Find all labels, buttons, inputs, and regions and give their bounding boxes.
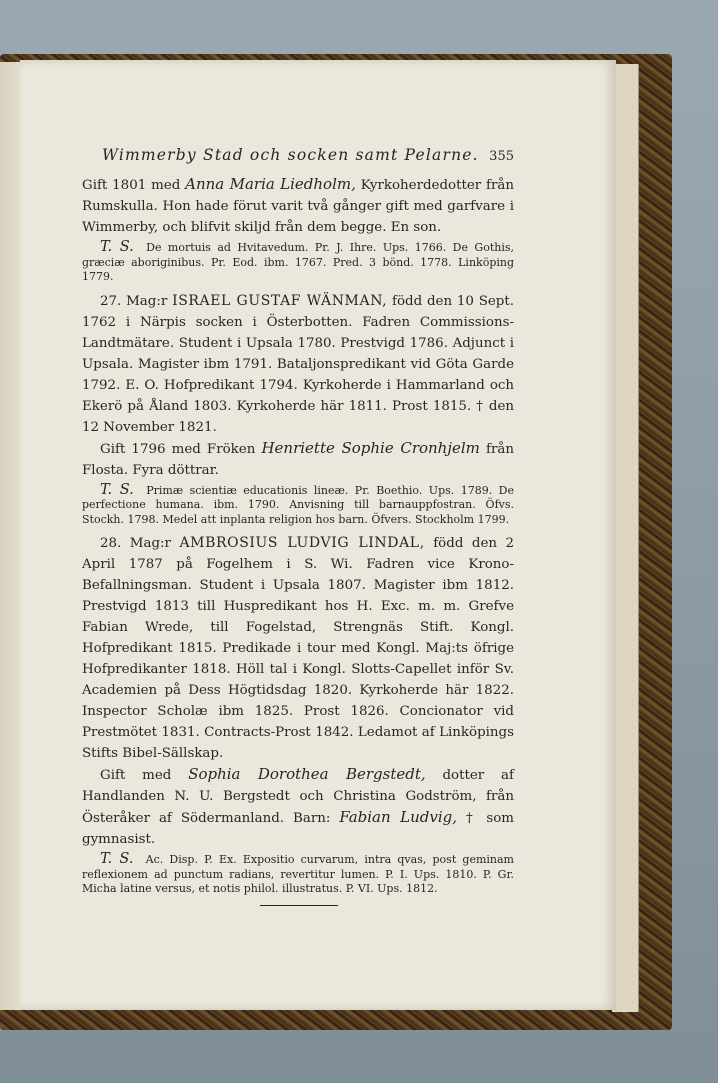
paragraph xyxy=(82,291,514,438)
paragraph xyxy=(82,764,514,850)
text-run: Kyrkoherdedotter från Rumskulla. Hon hade förut varit två gånger gift med garfvare i Wimmerby, och blifvit skiljd från dem begge. En son. xyxy=(82,178,515,235)
text-run: 27. Mag:r xyxy=(100,293,173,309)
text-run: född den 10 Sept. 1762 i Närpis socken i Österbotten. Fadren Commissions-Landtmätare. Student i Upsala 1780. Prestvigd 1786. Adjunct i Upsala. Magister ibm 1791. Bataljonspredikant vid Göta Garde 1792. E. O. Hofpredikant 1794. Kyrkoherde i Hammarland och Ekerö på Åland 1803. Kyrkoherde här 1811. Prost 1815. † den 12 November 1821. xyxy=(82,293,514,435)
paragraph xyxy=(82,438,514,481)
person-name-caps: AMBROSIUS LUDVIG LINDAL, xyxy=(179,535,425,551)
text-run: dotter af Handlanden N. U. Bergstedt och Christina Godström, från Österåker af Södermanland. Barn: xyxy=(82,768,514,826)
italic-name: Sophia Dorothea Bergstedt, xyxy=(188,765,426,783)
text-run: född den 2 April 1787 på Fogelhem i S. Wi. Fadren vice Krono-Befallningsman. Student i Upsala 1807. Magister ibm 1812. Prestvigd 1813 till Huspredikant hos H. Exc. m. m. Grefve Fabian Wrede, till Fogelstad, Strengnäs Stift. Kongl. Hofpredikant 1815. Predikade i tour med Kongl. Maj:ts öfrige Hofpredikanter 1818. Höll tal i Kongl. Slotts-Capellet inför Sv. Academien på Dess Högtidsdag 1820. Kyrkoherde här 1822. Inspector Scholæ ibm 1825. Prost 1826. Concionator vid Prestmötet 1831. Contracts-Prost 1842. Ledamot af Linköpings Stifts Bibel-Sällskap. xyxy=(82,536,514,761)
ts-abbreviation: T. S. xyxy=(100,481,134,498)
page-edges xyxy=(612,64,639,1012)
text-run: Gift 1801 med xyxy=(82,178,186,193)
ts-abbreviation: T. S. xyxy=(100,851,134,867)
section-rule xyxy=(260,905,338,906)
bibliography-note xyxy=(82,240,514,285)
bibliography-note xyxy=(82,483,514,528)
italic-name: Fabian Ludvig, xyxy=(339,808,458,826)
italic-name: Henriette Sophie Cronhjelm xyxy=(261,438,480,457)
page-number: 355 xyxy=(489,149,514,164)
person-name-caps: ISRAEL GUSTAF WÄNMAN, xyxy=(172,292,388,309)
text-run: 28. Mag:r xyxy=(100,536,180,551)
ts-abbreviation: T. S. xyxy=(100,239,134,255)
text-run: från Flosta. Fyra döttrar. xyxy=(82,441,514,478)
text-run: Ac. Disp. P. Ex. Expositio curvarum, intra qvas, post geminam reflexionem ad punctum radians, revertitur lumen. P. I. Ups. 1810. P. Gr. Micha latine versus, et notis philol. illustratus. P. VI. Ups. 1812. xyxy=(82,853,514,895)
text-run: † som gymnasist. xyxy=(82,811,514,847)
paragraph xyxy=(82,174,514,238)
bibliography-note xyxy=(82,852,514,897)
text-body xyxy=(82,174,514,897)
text-run: De mortuis ad Hvitavedum. Pr. J. Ihre. Ups. 1766. De Gothis, græciæ aboriginibus. Pr. Eod. ibm. 1767. Pred. 3 bönd. 1778. Linköping 1779. xyxy=(82,241,514,283)
running-title: Wimmerby Stad och socken samt Pelarne. xyxy=(102,146,479,164)
text-run: Gift med xyxy=(100,768,189,783)
page-header xyxy=(82,146,514,164)
paragraph xyxy=(82,533,514,764)
page-content xyxy=(82,146,514,906)
italic-name: Anna Maria Liedholm, xyxy=(185,175,356,193)
text-run: Primæ scientiæ educationis lineæ. Pr. Boethio. Ups. 1789. De perfectione humana. ibm. 1790. Anvisning till barnauppfostran. Öfvs. Stockh. 1798. Medel att inplanta religion hos barn. Öfvers. Stockholm 1799. xyxy=(82,483,514,526)
text-run: Gift 1796 med Fröken xyxy=(100,441,262,457)
